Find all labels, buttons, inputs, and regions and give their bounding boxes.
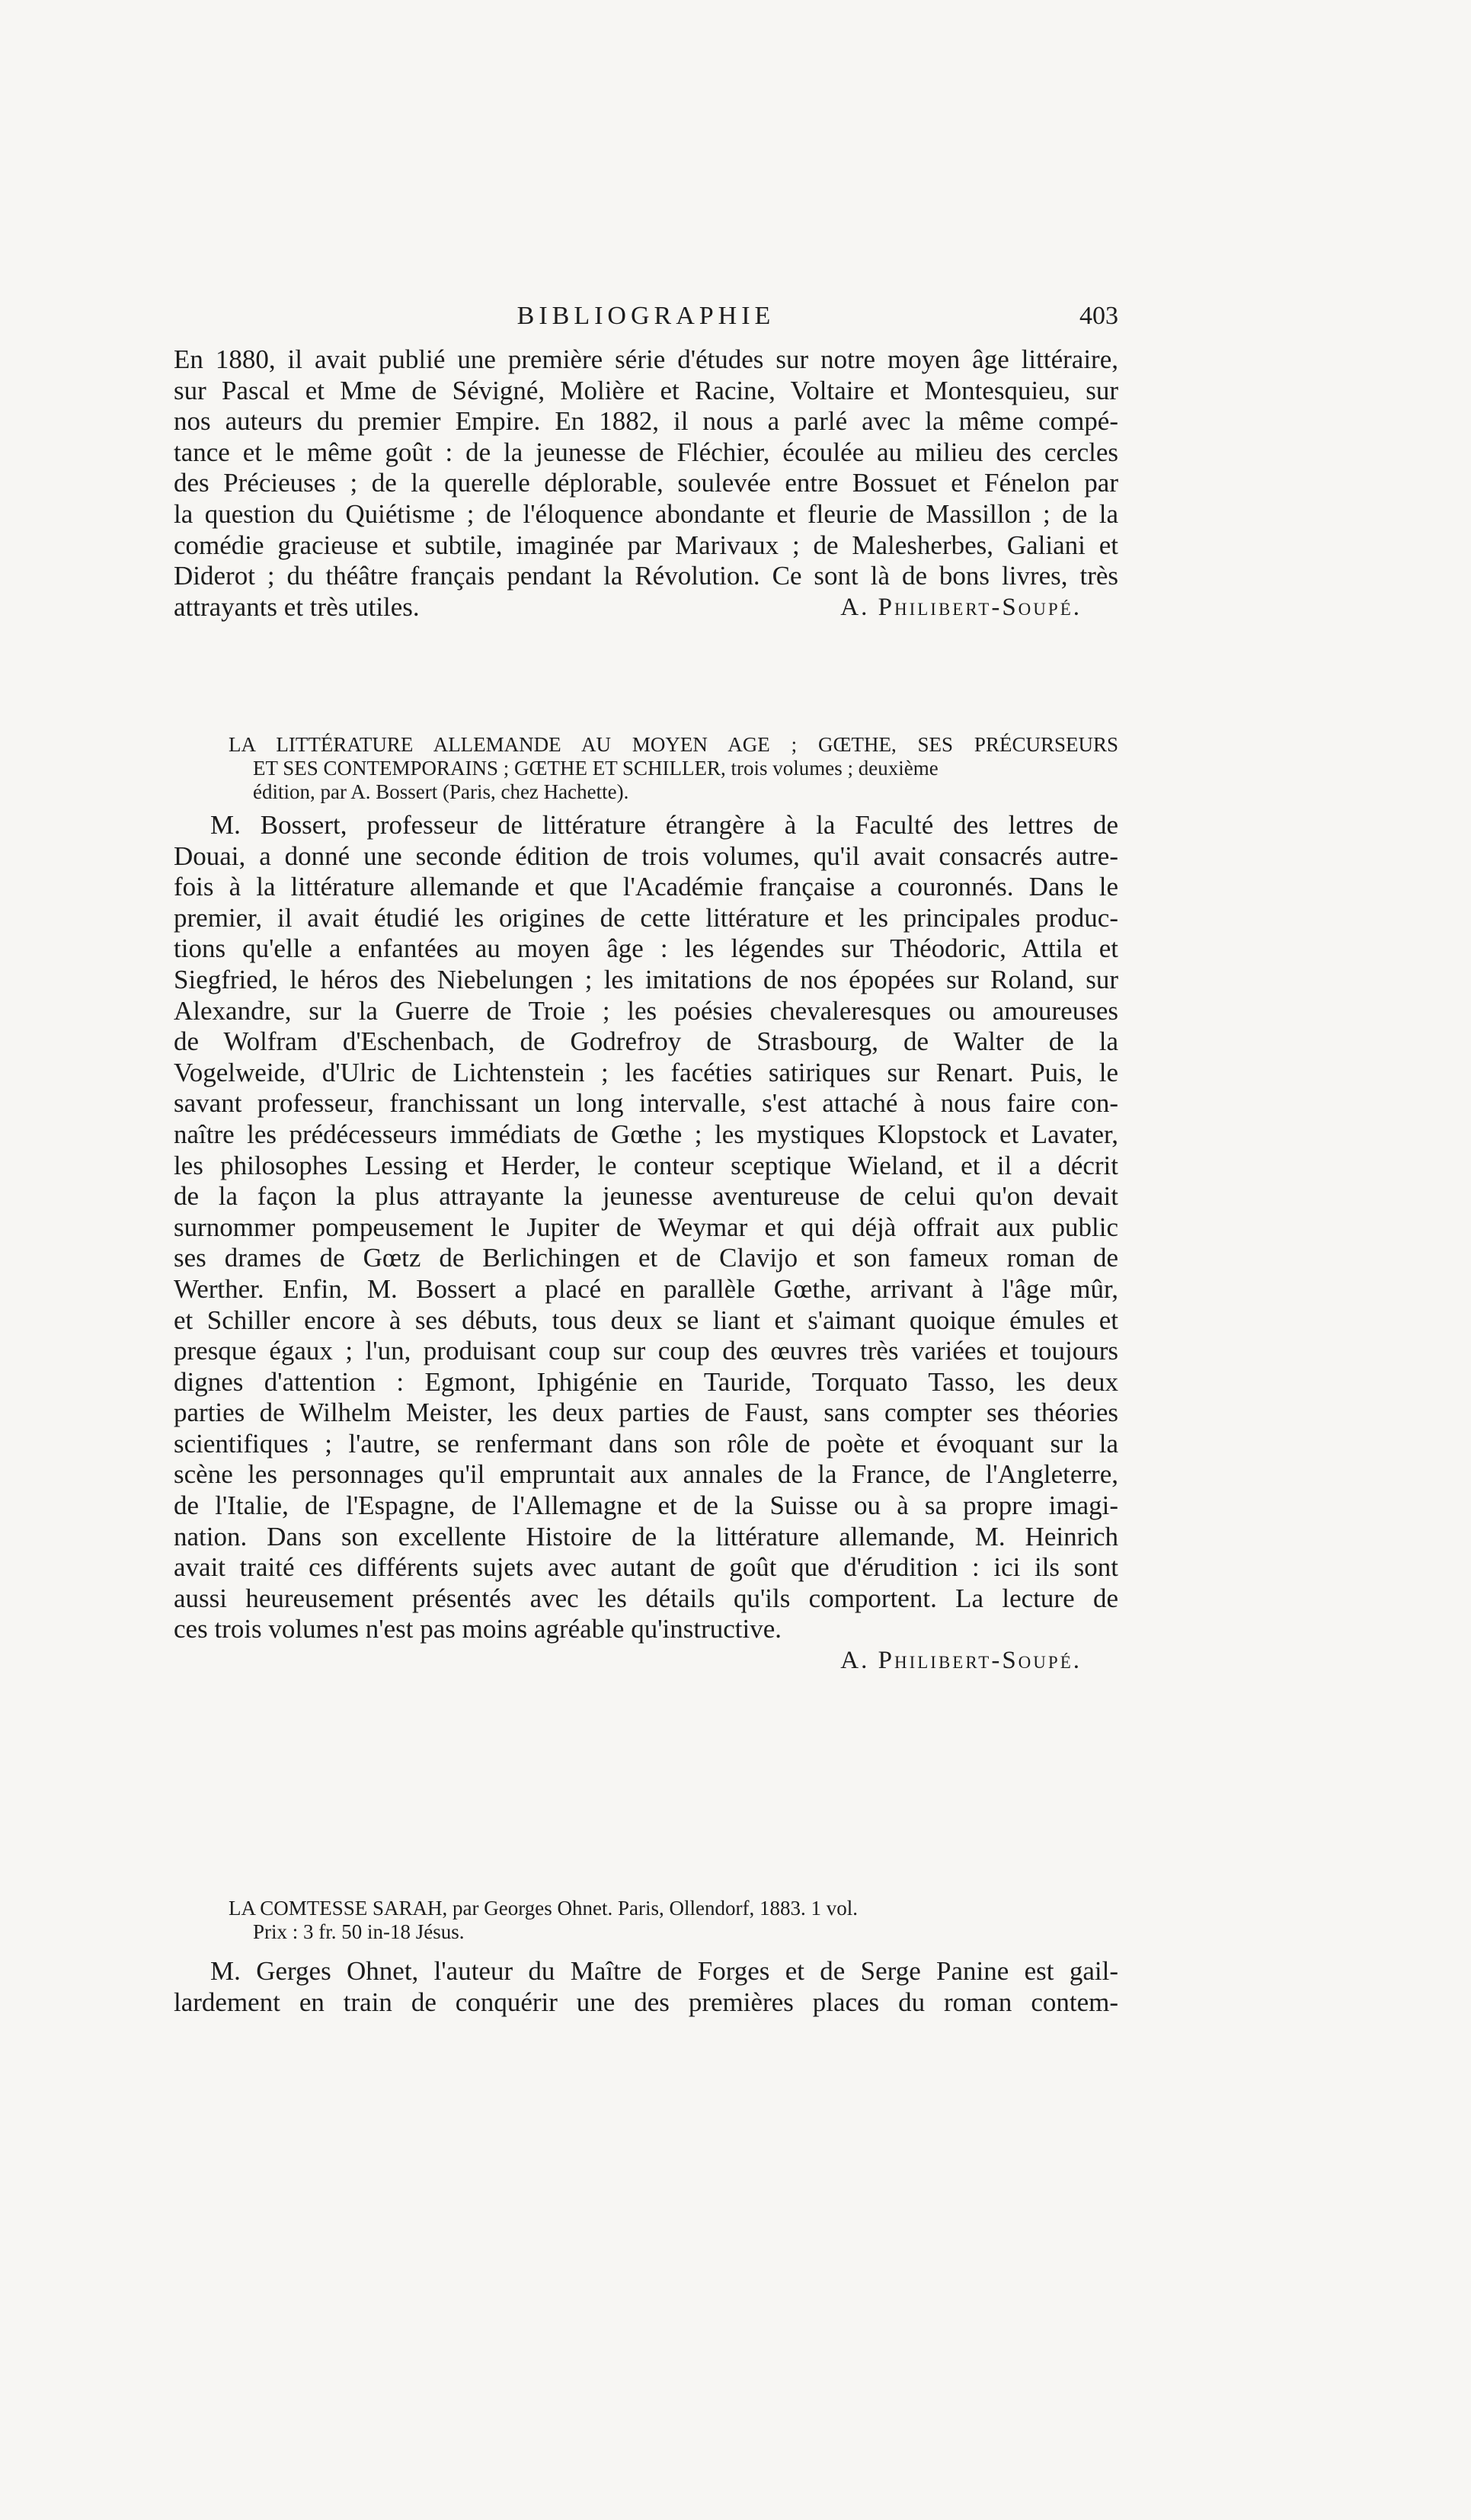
text-line: premier, il avait étudié les origines de cette littérature et les principales produc- [174,902,1118,933]
review-text [174,344,1118,623]
review-continuation [174,344,1118,623]
text-line: les philosophes Lessing et Herder, le conteur sceptique Wieland, et il a décrit [174,1150,1118,1180]
running-head: BIBLIOGRAPHIE [516,302,775,330]
text-line: dignes d'attention : Egmont, Iphigénie en Tauride, Torquato Tasso, les deux [174,1366,1118,1397]
text-line: lardement en train de conquérir une des premières places du roman contem- [174,1987,1118,2017]
text-line: nation. Dans son excellente Histoire de la littérature allemande, M. Heinrich [174,1521,1118,1551]
text-line: En 1880, il avait publié une première série d'études sur notre moyen âge littéraire, [174,344,1118,374]
text-line-last [174,592,1118,623]
text-line: nos auteurs du premier Empire. En 1882, il nous a parlé avec la même compé- [174,406,1118,437]
text-line: Siegfried, le héros des Niebelungen ; les imitations de nos épopées sur Roland, sur [174,964,1118,994]
text-line: fois à la littérature allemande et que l'Académie française a couronnés. Dans le [174,872,1118,902]
text-line: ses drames de Gœtz de Berlichingen et de Clavijo et son fameux roman de [174,1243,1118,1273]
text-line: de Wolfram d'Eschenbach, de Godrefroy de Strasbourg, de Walter de la [174,1026,1118,1057]
text-line: comédie gracieuse et subtile, imaginée par Marivaux ; de Malesherbes, Galiani et [174,530,1118,560]
text-line: Alexandre, sur la Guerre de Troie ; les poésies chevaleresques ou amoureuses [174,995,1118,1026]
text-line: Werther. Enfin, M. Bossert a placé en parallèle Gœthe, arrivant à l'âge mûr, [174,1273,1118,1304]
text-line: sur Pascal et Mme de Sévigné, Molière et Racine, Voltaire et Montesquieu, sur [174,375,1118,405]
review-text [174,810,1118,1645]
review-ohnet [174,1897,1118,2018]
text-line: et Schiller encore à ses débuts, tous deux se liant et s'aimant quoique émules et [174,1305,1118,1335]
text-line: M. Bossert, professeur de littérature étrangère à la Faculté des lettres de [210,810,1118,840]
text-line: scène les personnages qu'il empruntait aux annales de la France, de l'Angleterre, [174,1459,1118,1490]
heading-line: ET SES CONTEMPORAINS ; GŒTHE ET SCHILLER, trois volumes ; deuxième [253,757,939,780]
page-header [174,299,1118,337]
author-signature: A. Philibert-Soupé. [840,593,1082,621]
heading-line: LA LITTÉRATURE ALLEMANDE AU MOYEN AGE ; GŒTHE, SES PRÉCURSEURS [229,733,1118,756]
text-line: des Précieuses ; de la querelle déplorable, soulevée entre Bossuet et Fénelon par [174,468,1118,498]
text-line: parties de Wilhelm Meister, les deux parties de Faust, sans compter ses théories [174,1398,1118,1428]
review-text [174,1956,1118,2018]
text-line: avait traité ces différents sujets avec autant de goût que d'érudition : ici ils sont [174,1552,1118,1583]
heading-line: Prix : 3 fr. 50 in-18 Jésus. [253,1920,465,1943]
text-line: de l'Italie, de l'Espagne, de l'Allemagne et de la Suisse ou à sa propre imagi- [174,1491,1118,1521]
text-line: aussi heureusement présentés avec les détails qu'ils comportent. La lecture de [174,1583,1118,1613]
review-heading [174,1897,1118,1944]
author-signature: A. Philibert-Soupé. [840,1647,1082,1675]
last-line-text: attrayants et très utiles. [174,591,420,622]
text-line: de la façon la plus attrayante la jeunesse aventureuse de celui qu'on devait [174,1181,1118,1212]
heading-line: LA COMTESSE SARAH, par Georges Ohnet. Paris, Ollendorf, 1883. 1 vol. [229,1897,858,1920]
text-line: scientifiques ; l'autre, se renfermant dans son rôle de poète et évoquant sur la [174,1428,1118,1459]
text-line: tions qu'elle a enfantées au moyen âge : les légendes sur Théodoric, Attila et [174,933,1118,964]
text-line: M. Gerges Ohnet, l'auteur du Maître de Forges et de Serge Panine est gail- [210,1956,1118,1986]
text-line: naître les prédécesseurs immédiats de Gœthe ; les mystiques Klopstock et Lavater, [174,1119,1118,1149]
text-line: la question du Quiétisme ; de l'éloquence abondante et fleurie de Massillon ; de la [174,498,1118,529]
review-heading [174,733,1118,804]
text-line-last: ces trois volumes n'est pas moins agréable qu'instructive. [174,1614,782,1644]
text-line: Vogelweide, d'Ulric de Lichtenstein ; les facéties satiriques sur Renart. Puis, le [174,1057,1118,1087]
review-bossert [174,733,1118,1676]
text-line: savant professeur, franchissant un long intervalle, s'est attaché à nous faire con- [174,1088,1118,1119]
text-line: surnommer pompeusement le Jupiter de Weymar et qui déjà offrait aux public [174,1212,1118,1242]
text-line: Diderot ; du théâtre français pendant la Révolution. Ce sont là de bons livres, très [174,561,1118,591]
text-line: presque égaux ; l'un, produisant coup sur coup des œuvres très variées et toujours [174,1336,1118,1366]
text-line: Douai, a donné une seconde édition de trois volumes, qu'il avait consacrés autre- [174,841,1118,871]
text-line: tance et le même goût : de la jeunesse de Fléchier, écoulée au milieu des cercles [174,437,1118,467]
heading-line: édition, par A. Bossert (Paris, chez Hachette). [253,780,629,803]
page-number: 403 [1079,302,1118,330]
